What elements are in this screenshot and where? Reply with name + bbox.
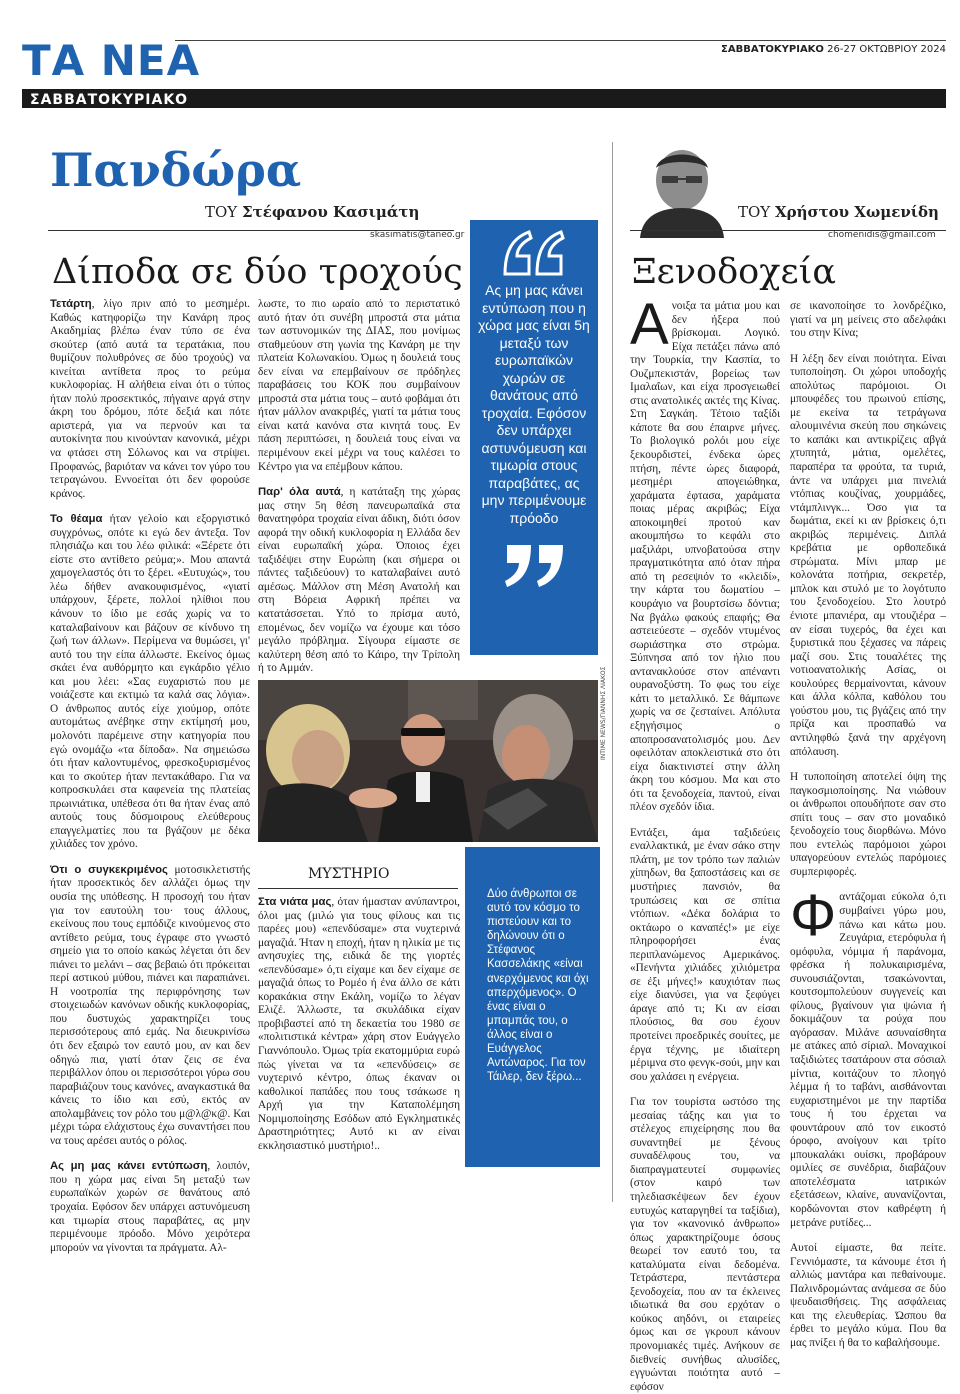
left-article-col1	[50, 298, 250, 1254]
newspaper-logo: ΤΑ ΝΕΑ	[22, 36, 201, 85]
mystery-subheading: ΜΥΣΤΗΡΙΟ	[308, 866, 390, 882]
right-col2-paragraph	[790, 771, 946, 879]
photo-illustration	[258, 680, 598, 842]
left-col1-paragraph	[50, 864, 250, 1148]
right-col1-paragraph	[630, 827, 780, 1084]
paragraph-lead: Το θέαμα	[50, 513, 103, 526]
paragraph-text: Για τον τουρίστα ωστόσο της μεσαίας τάξης και για το στέλεχος επιχείρησης που θα συναντηθεί με ξένους συναδέλφους του, να διαπραγματευτεί συμφωνίες (στον καιρό των τηλεδιασκέψεων δεν έχουν ευτυχώς καταργηθεί τα ταξίδια), για τον «κανονικό άνθρωπο» όπως χαρακτηρίζουμε όσους θεωρεί τον εαυτό του, τα καταλύματα είναι δεδομένα. Τετράστερα, πεντάστερα ξενοδοχεία, που αν τα έκλεινες ιδιωτικά θα σου ερχόταν ο κούκος αηδόνι, οι εταιρείες όμως και σε γκρουπ κάνουν προνομιακές τιμές. Ανήκουν σε διεθνείς συνήθως αλυσίδες, εγγυώνται ποιότητα αυτό – εφόσον	[630, 1096, 780, 1393]
paragraph-lead: Τετάρτη	[50, 298, 92, 310]
right-article-col1	[630, 292, 780, 1393]
right-col2-paragraph	[790, 300, 946, 341]
paragraph-text: ήταν γελοίο και εξοργιστικό συγχρόνως, οπότε κι εγώ δεν άντεξα. Τον πλησιάζω και του λέω φιλικά: «Ξέρετε ότι είστε στο αντίθετο ρεύμα;». Μου απαντά χαμογελαστός ότι το ξέρει. «Ευτυχώς», του λέω δήθεν ανακουφισμένος, «γιατί υπάρχουν, ξέρετε, πολλοί ηλίθιοι που κάνουν το ίδιο με εσάς χωρίς να το καταλαβαίνουν και βάζουν σε κίνδυνο τη ζωή των άλλων». Περίμενα να θυμώσει, γι' αυτό του την είπα άλλωστε. Εκείνος όμως σκάει ένα αυθόρμητο και εγκάρδιο γέλιο και μου λέει: «Σας ευχαριστώ που με νοιάζεστε και εκτιμώ τα καλά σας λόγια». Ο άνθρωπος αυτός είχε χιούμορ, οπότε αυτομάτως ανέβηκε στην εκτίμησή μου, μολονότι παρέμεινε στην κατηγορία που εγώ ονομάζω «τα δίποδα». Να σημειώσω ότι ήταν καλοντυμένος, φρεσκοξυρισμένος και το σκούτερ ήταν πεντακάθαρο. Για να κοπροσκυλάει στα καφενεία της πλατείας πρωινιάτικα, υπέθεσα ότι θα ήταν ένας από αυτούς τους δύσμοιρους ελεύθερους επαγγελματίες που τα βγάζουν με δέκα χιλιάδες τον χρόνο.	[50, 513, 250, 851]
left-headline: Δίποδα σε δύο τροχούς	[52, 252, 463, 292]
paragraph-lead: Ας μη μας κάνει εντύπωση	[50, 1160, 208, 1173]
article-photo	[258, 680, 598, 842]
right-col2-paragraph	[790, 883, 946, 1230]
paragraph-text: , όταν ήμασταν ανύπαντροι, όλοι μας (μιλώ για τους φίλους και τις παρέες μου) «επενδύσαμε» στα νυχτερινά μαγαζιά. Ήταν η εποχή, ήταν η ηλικία με τις ανησυχίες της, ειδικά δε της γιορτές «επενδύσαμε» ό,τι είχαμε και δεν είχαμε σε μαγαζιά όπως το Ρομέο ή ένα άλλο σε κάτι κορακάκια στην Εκάλη, νομίζω το λέγαν Ελιζέ. Άλλωστε, τα σκυλάδικα είχαν προβιβαστεί από τη δεκαετία του 1980 σε «πολιτιστικά κέντρα» χάρη στον Ευάγγελο Γιαννόπουλο. Όμως τρία εκατομμύρια ευρώ πώς γίνεται να τα «επενδύσεις» σε νυχτερινό κέντρο, όπως έκαναν οι καθολικοί παπάδες που τους τσάκωσε η Αρχή για την Καταπολέμηση Νομιμοποίησης Εσόδων από Εγκληματικές Δραστηριότητες; Αυτό κι αν είναι εκκλησιαστικό μυστήριο!..	[258, 896, 460, 1152]
paragraph-text: νοιξα τα μάτια μου και δεν ήξερα πού βρίσκομαι. Λογικό. Είχα πετάξει πάνω από την Τουρκία, την Κασπία, το Ουζμπεκιστάν, βορείως των Ιμαλαΐων, και είχα προσγειωθεί στις ανατολικές ακτές της Κίνας. Στη Σαγκάη. Τέτοιο ταξίδι κάποτε θα σου έπαιρνε μήνες. Το βιολογικό ρολόι μου είχε ξεκουρδιστεί, ένδεκα ώρες πτήση, πέντε ώρες διαφορά, μεσημέρι απογειώθηκα, χαράματα έφτασα, χαράματα ποιας μέρας ακριβώς; Είχα αποκοιμηθεί προτού καν ακουμπήσω το κεφάλι στο μαξιλάρι, υπνοβατούσα στην πραγματικότητα από όταν πήρα από τη ρεσεψιόν το «κλειδί», την κάρτα του δωματίου – κουράγιο να βουρτσίσω δόντια; Να βγάλω φακούς επαφής; Θα αστειεύεστε – σχεδόν ντυμένος σωριάστηκα στο στρώμα. Ξύπνησα από τον ήλιο που αντανακλούσε στον απέναντι ουρανοξύστη. Το φως του είχε κάτι το μεταλλικό. Σε θάμπωνε χωρίς να σε ζεσταίνει. Απόλυτα εξηγήσιμος ο αποπροσανατολισμός μου. Δεν οφειλόταν αποκλειστικά στο ότι είχα διακτινιστεί στην άλλη άκρη του κόσμου. Μα και στο ότι τα ξενοδοχεία, παντού, είναι πλέον σχεδόν ίδια.	[630, 300, 780, 814]
paragraph-text: , λίγο πριν από το μεσημέρι. Καθώς κατηφορίζω την Κανάρη προς Ακαδημίας βλέπω έναν τύπο σε ένα σκούτερ (από αυτά τα τερατάκια, που θυμίζουν πολυθρόνες σε δύο τροχούς) να κινείται αντίθετα προς το ρεύμα κυκλοφορίας. Η αλήθεια είναι ότι ο τύπος ήταν πολύ προσεκτικός, πήγαινε αργά στην άκρη του δρόμου, πότε δεξιά και πότε αριστερά, για να περνούν και τα αυτοκίνητα που κινούνταν κανονικά, μέχρι να φτάσει στη Σόλωνος και να στρίψει. Προφανώς, βαριόταν να κάνει τον γύρο του τετραγώνου. Εννοείται ότι δεν φορούσε κράνος.	[50, 298, 250, 500]
paragraph-text: Εντάξει, άμα ταξιδεύεις εναλλακτικά, με έναν σάκο στην πλάτη, με τον τρόπο των παλιών χίπηδων, θα ξαποστάσεις και σε μυστήριες πανσιόν, θα τρυπώσεις και σε σπίτια ντόπιων. «Δέκα δολάρια το οκτάωρο ο καναπές!» με είχε πληροφορήσει ένας περιπλανώμενος Αμερικάνος. «Πενήντα χιλιάδες χιλιόμετρα σε έξι μήνες!» καυχιόταν πως είχε διανύσει, για να ξεφύγει άραγε από τι; Κι αν είσαι πλούσιος, θα σου έχουν προτείνει προεδρικές σουίτες, με έργα τέχνης, με ιδιαίτερη μέριμνα στο φενγκ-σούι, μην και σου χαλάσει η ενέργεια.	[630, 826, 780, 1083]
right-byline: ΤΟΥ Χρήστου Χωμενίδη	[738, 203, 939, 221]
author-portrait	[630, 142, 734, 238]
pull-quote-text: Ας μη μας κάνει εντύπωση που η χώρα μας είναι 5η μεταξύ των ευρωπαϊκών χωρών σε θανάτους από τροχαία. Εφόσον δεν υπάρχει αστυνόμευση και τιμωρία στους παραβάτες, ας μην περιμένουμε πρόοδο	[478, 282, 590, 526]
drop-cap: Φ	[790, 883, 837, 949]
section-label: ΣΑΒΒΑΤΟΚΥΡΙΑΚΟ	[30, 92, 189, 108]
column-title: Πανδώρα	[50, 143, 302, 197]
right-article-col2	[790, 300, 946, 1349]
paragraph-text: , λοιπόν, που η χώρα μας είναι 5η μεταξύ των ευρωπαϊκών χωρών σε θανάτους από τροχαία. Εφόσον δεν υπάρχει αστυνόμευση και τιμωρία στους παραβάτες, ας μην περιμένουμε πρόοδο. Μόνο χειρότερα μπορούν να γίνονται τα πράγματα. Αλ-	[50, 1160, 250, 1254]
paragraph-text: σε ικανοποίησε το λονδρέζικο, γιατί να μη μείνεις στο αδελφάκι του στην Κίνα;	[790, 300, 946, 340]
paragraph-lead: Στα νιάτα μας	[258, 896, 332, 908]
mystery-rule	[258, 888, 458, 889]
open-quote-icon	[499, 228, 569, 278]
photo-caption-text: Δύο άνθρωποι σε αυτό τον κόσμο το πιστεύουν και το δηλώνουν ότι ο Στέφανος Κασσελάκης «είναι ανερχόμενος και όχι απερχόμενος». Ο ένας είναι ο μπαμπάς του, ο άλλος είναι ο Ευάγγελος Αντώναρος. Για τον Τάιλερ, δεν ξέρω...	[487, 888, 589, 1084]
left-col1-paragraph	[50, 298, 250, 501]
right-col1-paragraph	[630, 1096, 780, 1394]
masthead-rule	[175, 40, 946, 41]
left-col2-paragraph	[258, 298, 460, 474]
left-article-col2b	[258, 896, 460, 1206]
left-byline: ΤΟΥ Στέφανου Κασιμάτη	[205, 203, 420, 221]
right-col2-paragraph	[790, 1242, 946, 1350]
column-divider	[612, 142, 613, 1202]
photo-credit: INTIME NEWS/ΓΙΑΝΝΗΣ ΛΙΑΚΟΣ	[600, 666, 607, 760]
close-quote-icon	[499, 541, 569, 591]
paragraph-text: , η κατάταξη της χώρας μας στην 5η θέση πανευρωπαϊκά στα θανατηφόρα τροχαία είναι άδικη, διότι όσον αφορά την οδική κυκλοφορία η Ελλάδα δεν είναι ευρωπαϊκή χώρα. Όποιος έχει ταξιδέψει στην Ευρώπη (και σήμερα οι πάντες ταξιδεύουν) το καταλαβαίνει αυτό αμέσως. Μάλλον στη Μέση Ανατολή και στη Βόρεια Αφρική πρέπει να κατατάσσεται. Υπό το πρίσμα αυτό, επομένως, δεν νομίζω να έχουμε και τόσο μεγάλο πρόβλημα. Σίγουρα είμαστε σε καλύτερη θέση από το Κάιρο, την Τρίπολη ή το Αμμάν.	[258, 486, 460, 675]
right-author-email: chomenidis@gmail.com	[828, 230, 936, 240]
left-article-col2	[258, 298, 460, 675]
paragraph-text: Η τυποποίηση αποτελεί όψη της παγκοσμιοποίησης. Να νιώθουν οι άνθρωποι οπουδήποτε σαν στο σπίτι τους – σαν στο μοναδικό ξενοδοχείο τους διορθώνω. Μόνο που εντελώς παρόμοιοι χώροι υπαγορεύουν εντελώς παρόμοιες συμπεριφορές.	[790, 771, 946, 878]
left-col1-paragraph	[50, 513, 250, 852]
pull-quote-box	[470, 220, 598, 655]
section-bar	[22, 89, 946, 108]
right-col1-paragraph	[630, 292, 780, 815]
paragraph-text: Η λέξη δεν είναι ποιότητα. Είναι τυποποίηση. Οι χώροι υποδοχής απολύτως παρόμοιοι. Οι μπουφέδες του πρωινού επίσης, με εκείνα τα τετράγωνα αλουμινένια σκεύη που σηκώνεις το καπάκι και αντικρίζεις αβγά χτυπητά, μάτια, ομελέτες, παραπέρα τα φρούτα, τα τυριά, άντε να υπάρχει μια πινελιά ντόπιας κουζίνας, χουρμάδες, ντάμπλινγκ... Όσο για τα δωμάτια, εκεί κι αν βρίσκεις ό,τι ακριβώς περιμένεις. Διπλά κρεβάτια με ορθοπεδικά στρώματα. Μίνι μπαρ με κολονάτα ποτήρια, σεκρετέρ, μπλοκ και στυλό με το λογότυπο του ξενοδοχείου. Στο λουτρό ένιοτε μπανιέρα, αμ ντουζιέρα – αν είσαι τυχερός, θα έχει και ξυριστικά που ξέχασες να πάρεις μαζί σου. Στις τουαλέτες της νοτιοανατολικής Ασίας, οι κουλούρες θερμαίνονται, κάνουν και άλλα κόλπα, καθόλου του γούστου μου, τις βγάζεις από την πρίζα και προσπαθώ να αντιληφθώ ξανά την αρχέγονη απόλαυση.	[790, 352, 946, 758]
paragraph-text: μοτοσικλετιστής ήταν προσεκτικός δεν αλλάζει όμως την ουσία της υπόθεσης. Η προσοχή του ήταν για τον εαυτούλη του· τους άλλους, εκείνους που τους εμπόδιζε κινούμενος στο αντίθετο ρεύμα, τους έγραφε στο γνωστό σημείο για το οποίο κακώς λέγεται ότι δεν πιάνει το μελάνι – σας βεβαιώ ότι πρόκειται περί αστικού μύθου, πιάνει και παραπιάνει. Η νοοτροπία της περιφρόνησης των στοιχειωδών κανόνων οδικής κυκλοφορίας, που δυστυχώς χαρακτηρίζει τους περισσότερους από εμάς. Να διευκρινίσω ότι δεν εξαιρώ τον εαυτό μου, αν και δεν οδηγώ πια, γιατί όταν ζεις σε ένα περιβάλλον όπου οι περισσότεροι γύρω σου παραβιάζουν τους κανόνες, αναγκαστικά θα κάνεις το ίδιο και εσύ, εκτός αν απολαμβάνεις τον ρόλο του μ@λ@κ@. Και μέχρι τώρα ελάχιστους έχω συναντήσει που να τους αρέσει αυτός ο ρόλος.	[50, 863, 250, 1147]
right-col2-paragraph	[790, 353, 946, 759]
paragraph-text: αντάζομαι εύκολα ό,τι συμβαίνει γύρω μου, πάνω και κάτω μου. Ζευγάρια, ετερόφυλα ή ομόφυλα, νόμιμα ή παράνομα, φρέσκα ή πολυκαιρισμένα, συνουσιάζονται, τσακώνονται, κουτσομπολεύουν συγγενείς και φίλους, βγαίνουν για ψώνια ή δοκιμάζουν τα ρούχα που αγόρασαν. Μιλάνε ασυναίσθητα με ατάκες από σίριαλ. Μοναχικοί ταξιδιώτες τσατάρουν στα σόσιαλ μίντια, κοιτάζουν το πλοηγό λέμμα ή το ταβάνι, αισθάνονται ευχαριστημένοι με την παρτίδα τους ή του έρχεται να φουντάρουν από τον εικοστό όροφο, ανοίγουν και τρίτο μπουκαλάκι ουίσκι, προβάρουν ομιλίες σε συνέδρια, διαβάζουν αποτελέσματα ιατρικών εξετάσεων, κλαίνε, αυνανίζονται, κορδώνονται στον καθρέφτη ή μετράνε ρυτίδες...	[790, 891, 946, 1229]
left-author-email: skasimatis@taneo.gr	[370, 230, 465, 240]
issue-date: ΣΑΒΒΑΤΟΚΥΡΙΑΚΟ 26-27 ΟΚΤΩΒΡΙΟΥ 2024	[721, 44, 946, 55]
left-col2-paragraph	[258, 486, 460, 676]
left-col2b-paragraph	[258, 896, 460, 1153]
right-headline: Ξενοδοχεία	[632, 252, 836, 292]
paragraph-text: λωστε, το πιο ωραίο από το περιστατικό αυτό ήταν ότι συνέβη μπροστά στα μάτια των αστυνομικών της ΔΙΑΣ, που μονίμως σταθμεύουν στη γωνία της Κανάρη με την πλατεία Κολωνακίου. Όμως η δουλειά τους δεν είναι να επεμβαίνουν σε πρόδηλες παραβάσεις του ΚΟΚ που συμβαίνουν μπροστά στα μάτια τους – αυτό φοβάμαι ότι ήταν μάλλον ανακριβές, γιατί τα μάτια τους είναι κατά κανόνα στα κινητά τους. Εν πάση περιπτώσει, η δουλειά τους είναι να περιμένουν εκεί μέχρι να τους καλέσει το Κέντρο για να επέμβουν κάπου.	[258, 298, 460, 473]
drop-cap: Α	[630, 292, 669, 357]
photo-caption-box	[465, 847, 600, 1167]
left-col1-paragraph	[50, 1160, 250, 1255]
paragraph-lead: Παρ' όλα αυτά	[258, 486, 341, 499]
paragraph-text: Αυτοί είμαστε, θα πείτε. Γεννιόμαστε, τα κάνουμε έτσι ή αλλιώς μαντάρα και πεθαίνουμε. Παλινδρομώντας ανάμεσα σε δύο ψευδαισθήσεις. Της ασφάλειας και της ελευθερίας. Ώσπου θα έρθει το μεγάλο κύμα. Που θα μας πνίξει ή θα το καβαλήσουμε.	[790, 1242, 946, 1349]
paragraph-lead: Ότι ο συγκεκριμένος	[50, 863, 168, 876]
